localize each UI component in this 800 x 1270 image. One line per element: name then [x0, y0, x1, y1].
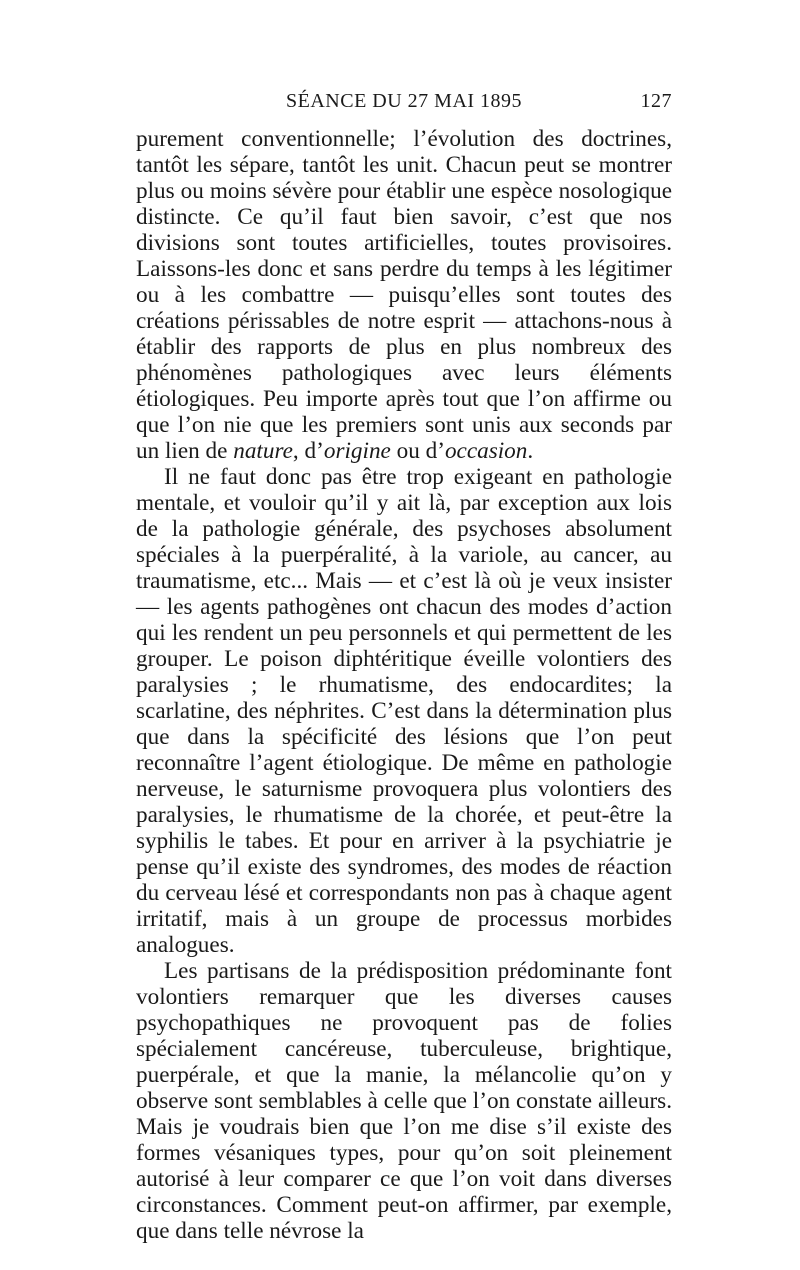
book-page — [136, 90, 672, 1244]
running-head — [136, 90, 672, 126]
term-origine: origine — [323, 438, 391, 464]
body-text — [136, 126, 672, 1244]
paragraph-1-end: . — [527, 438, 534, 464]
term-occasion: occasion — [444, 438, 528, 464]
running-title: SÉANCE DU 27 MAI 1895 — [286, 90, 523, 112]
paragraph-2: Il ne faut donc pas être trop exigeant en pathologie mentale, et vouloir qu’il y ait là, par exception aux lois de la pathologie générale, des psychoses absolument spéciales à la puerpéralité, à la variole, au cancer, au traumatisme, etc... Mais — et c’est là où je veux insister — les agents pathogènes ont chacun des modes d’action qui les rendent un peu personnels et qui permettent de les grouper. Le poison diphtéritique éveille volontiers des paralysies ; le rhumatisme, des endocardites; la scarlatine, des néphrites. C’est dans la détermination plus que dans la spécificité des lésions que l’on peut reconnaître l’agent étiologique. De même en pathologie nerveuse, le saturnisme provoquera plus volontiers des paralysies, le rhumatisme de la chorée, et peut-être la syphilis le tabes. Et pour en arriver à la psychiatrie je pense qu’il existe des syndromes, des modes de réaction du cerveau lésé et correspondants non pas à chaque agent irritatif, mais à un groupe de processus morbides analogues. — [136, 464, 672, 958]
page-number: 127 — [640, 90, 672, 112]
separator-1: , d’ — [292, 438, 324, 464]
paragraph-1-text: purement conventionnelle; l’évolution des doctrines, tantôt les sépare, tantôt les unit. Chacun peut se montrer plus ou moins sévère pour établir une espèce nosologique distincte. Ce qu’il faut bien savoir, c’est que nos divisions sont toutes artificielles, toutes provisoires. Laissons-les donc et sans perdre du temps à les légitimer ou à les combattre — puisqu’elles sont toutes des créations périssables de notre esprit — attachons-nous à établir des rapports de plus en plus nombreux des phénomènes pathologiques avec leurs éléments étiologiques. Peu importe après tout que l’on affirme ou que l’on nie que les premiers sont unis aux seconds par un lien de — [136, 126, 672, 464]
term-nature: nature — [233, 438, 293, 464]
paragraph-3: Les partisans de la prédisposition prédominante font volontiers remarquer que les diverses causes psychopathiques ne provoquent pas de folies spécialement cancéreuse, tuberculeuse, brightique, puerpérale, et que la manie, la mélancolie qu’on y observe sont semblables à celle que l’on constate ailleurs. Mais je voudrais bien que l’on me dise s’il existe des formes vésaniques types, pour qu’on soit pleinement autorisé à leur comparer ce que l’on voit dans diverses circonstances. Comment peut-on affirmer, par exemple, que dans telle névrose la — [136, 958, 672, 1244]
separator-2: ou d’ — [390, 438, 445, 464]
paragraph-1 — [136, 126, 672, 464]
